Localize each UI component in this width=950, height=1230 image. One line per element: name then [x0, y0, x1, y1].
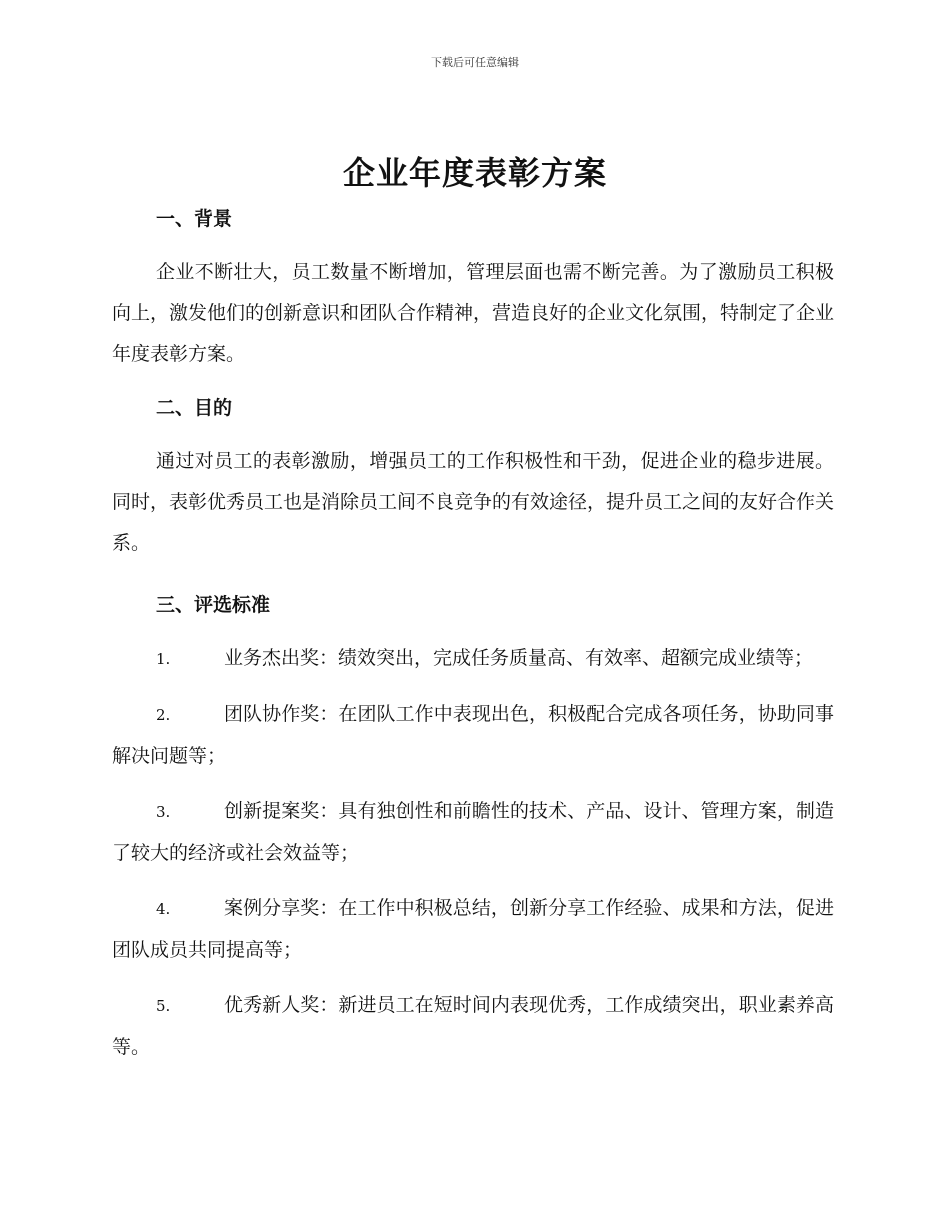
list-text: 优秀新人奖：新进员工在短时间内表现优秀，工作成绩突出，职业素养高等。 — [112, 994, 834, 1058]
list-text: 业务杰出奖：绩效突出，完成任务质量高、有效率、超额完成业绩等； — [224, 647, 814, 669]
list-item — [112, 791, 834, 874]
list-item — [112, 888, 834, 971]
list-number: 3. — [156, 803, 171, 821]
document-title: 企业年度表彰方案 — [342, 154, 607, 192]
list-text: 团队协作奖：在团队工作中表现出色，积极配合完成各项任务，协助同事解决问题等； — [112, 703, 834, 767]
list-item — [112, 694, 834, 777]
list-number: 2. — [156, 706, 171, 724]
document-body — [112, 200, 834, 1068]
list-number: 5. — [156, 997, 171, 1015]
paragraph-background: 企业不断壮大，员工数量不断增加，管理层面也需不断完善。为了激励员工积极向上，激发他们的创新意识和团队合作精神，营造良好的企业文化氛围，特制定了企业年度表彰方案。 — [112, 261, 835, 365]
list-item — [112, 985, 834, 1068]
list-item — [112, 638, 834, 680]
section-heading-criteria: 三、评选标准 — [156, 594, 271, 616]
list-number: 1. — [156, 650, 171, 668]
section-heading-background: 一、背景 — [156, 208, 233, 230]
list-text: 案例分享奖：在工作中积极总结，创新分享工作经验、成果和方法，促进团队成员共同提高等； — [112, 897, 834, 961]
paragraph-purpose: 通过对员工的表彰激励，增强员工的工作积极性和干劲，促进企业的稳步进展。同时，表彰优秀员工也是消除员工间不良竞争的有效途径，提升员工之间的友好合作关系。 — [112, 450, 835, 554]
list-text: 创新提案奖：具有独创性和前瞻性的技术、产品、设计、管理方案，制造了较大的经济或社会效益等； — [112, 800, 834, 864]
section-heading-purpose: 二、目的 — [156, 397, 233, 419]
header-note: 下载后可任意编辑 — [431, 56, 519, 69]
list-number: 4. — [156, 900, 171, 918]
